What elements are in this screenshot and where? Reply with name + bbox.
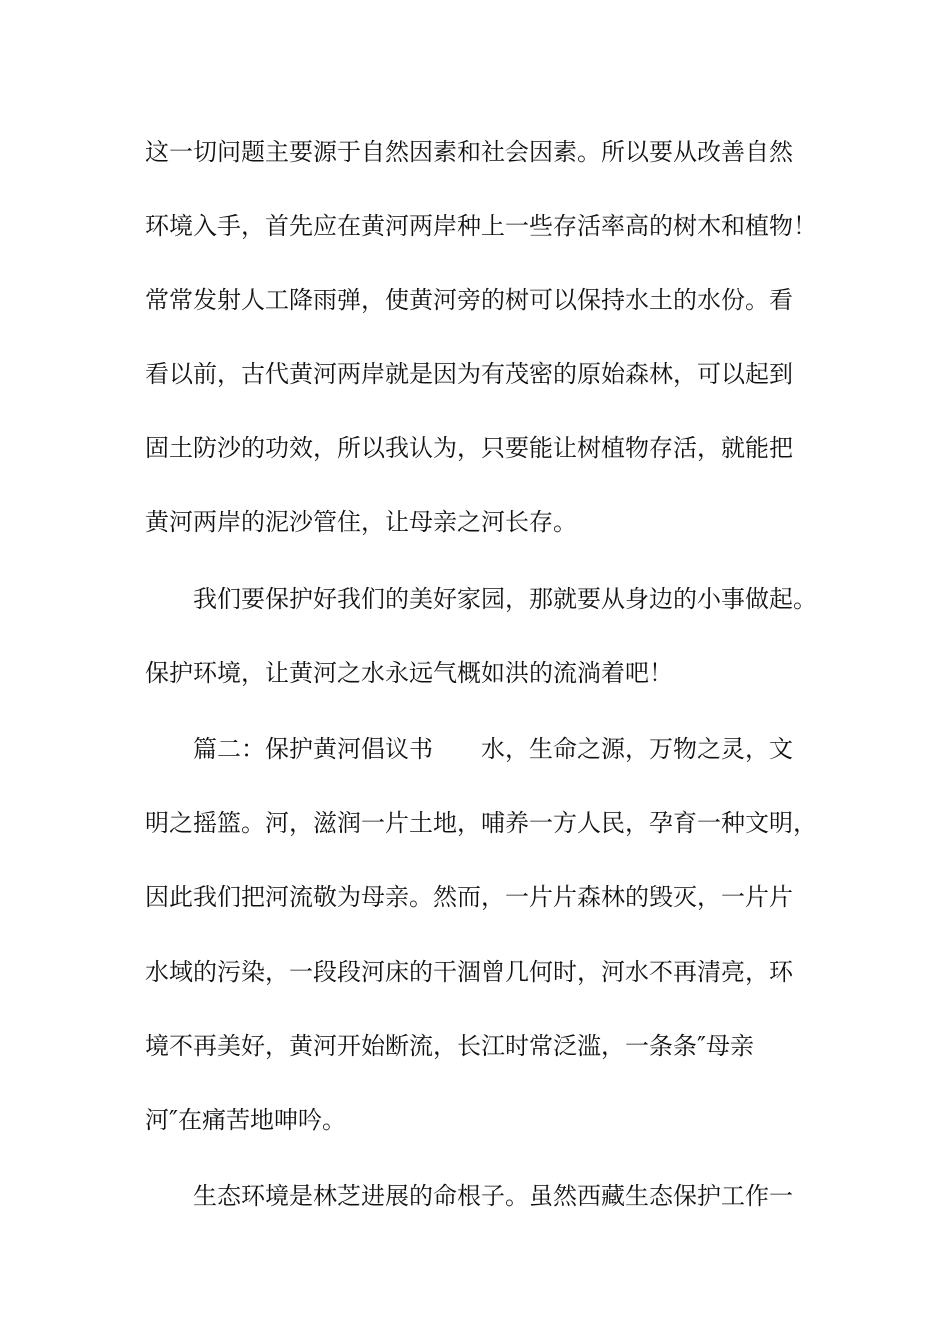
paragraph-start-line: 我们要保护好我们的美好家园，那就要从身边的小事做起。 bbox=[193, 585, 817, 613]
text-line: 环境入手，首先应在黄河两岸种上一些存活率高的树木和植物！ bbox=[145, 212, 817, 240]
text-line: 看以前，古代黄河两岸就是因为有茂密的原始森林，可以起到 bbox=[145, 360, 793, 388]
text-line: 河″在痛苦地呻吟。 bbox=[145, 1106, 346, 1134]
paragraph-start-line: 篇二：保护黄河倡议书 水，生命之源，万物之灵，文 bbox=[193, 735, 793, 763]
paragraph-start-line: 生态环境是林芝进展的命根子。虽然西藏生态保护工作一 bbox=[193, 1182, 793, 1210]
text-line: 常常发射人工降雨弹，使黄河旁的树可以保持水土的水份。看 bbox=[145, 286, 793, 314]
text-line: 水域的污染，一段段河床的干涸曾几何时，河水不再清亮，环 bbox=[145, 958, 793, 986]
text-line: 境不再美好，黄河开始断流，长江时常泛滥，一条条″母亲 bbox=[145, 1032, 754, 1060]
text-line: 黄河两岸的泥沙管住，让母亲之河长存。 bbox=[145, 508, 577, 536]
text-line: 这一切问题主要源于自然因素和社会因素。所以要从改善自然 bbox=[145, 138, 793, 166]
text-line: 固土防沙的功效，所以我认为，只要能让树植物存活，就能把 bbox=[145, 434, 793, 462]
text-line: 因此我们把河流敬为母亲。然而，一片片森林的毁灭，一片片 bbox=[145, 883, 793, 911]
text-line: 明之摇篮。河，滋润一片土地，哺养一方人民，孕育一种文明， bbox=[145, 809, 817, 837]
text-line: 保护环境，让黄河之水永远气概如洪的流淌着吧！ bbox=[145, 659, 673, 687]
